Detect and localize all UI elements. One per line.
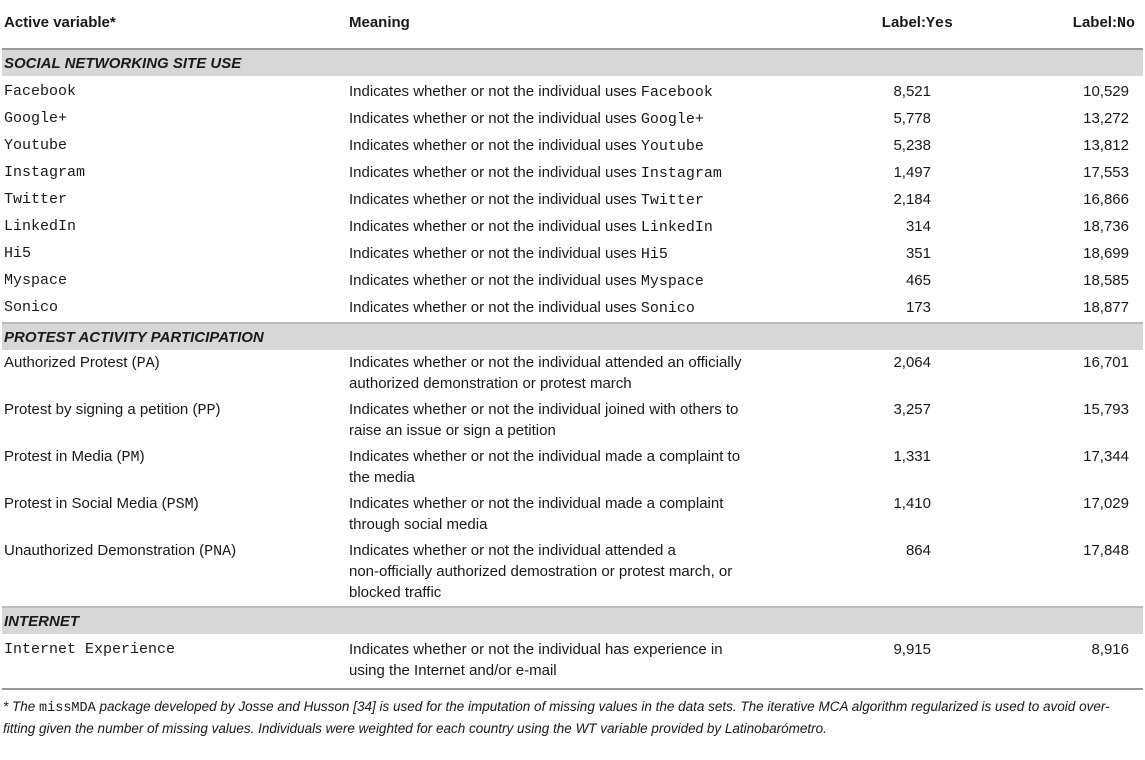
table-row: Internet Experience Indicates whether or not the individual has experience in using the Internet and/or e-mail 9,915 8,916: [2, 637, 1143, 689]
table-row: Youtube Indicates whether or not the individual uses Youtube 5,238 13,812: [4, 137, 1129, 155]
header-label-no: Label:No: [1072, 14, 1135, 32]
section-header-internet: INTERNET: [2, 607, 1143, 634]
table-row: Protest in Media (PM) Indicates whether or not the individual made a complaint to the media 1,331 17,344: [4, 448, 1129, 486]
table-row: Protest in Social Media (PSM) Indicates whether or not the individual made a complaint through social media 1,410 17,029: [4, 495, 1129, 533]
header-label-yes: Label:Yes: [881, 14, 953, 32]
table-row: Sonico Indicates whether or not the individual uses Sonico 173 18,877: [4, 299, 1129, 317]
section-header-protest-activity: PROTEST ACTIVITY PARTICIPATION: [2, 323, 1143, 350]
table-footnote: * The missMDA package developed by Josse and Husson [34] is used for the imputation of missing values in the data sets. The iterative MCA algorithm regularized is used to avoid over-fitting given the number of missing values. Individuals were weighted for each country using the WT variable provided by Latinobarómetro.: [3, 699, 1110, 736]
header-active-variable: Active variable*: [4, 14, 116, 31]
table-row: Myspace Indicates whether or not the individual uses Myspace 465 18,585: [4, 272, 1129, 290]
table-row: Twitter Indicates whether or not the individual uses Twitter 2,184 16,866: [4, 191, 1129, 209]
table-row: Hi5 Indicates whether or not the individual uses Hi5 351 18,699: [4, 245, 1129, 263]
table-row: Unauthorized Demonstration (PNA) Indicates whether or not the individual attended a non-officially authorized demostration or protest march, or blocked traffic 864 17,848: [4, 542, 1129, 601]
data-table: [2, 0, 1143, 690]
table-header-row: [2, 0, 1143, 49]
table-row: Instagram Indicates whether or not the individual uses Instagram 1,497 17,553: [4, 164, 1129, 182]
table-row: Google+ Indicates whether or not the individual uses Google+ 5,778 13,272: [4, 110, 1129, 128]
section-header-social-networking: SOCIAL NETWORKING SITE USE: [2, 49, 1143, 76]
table-row: Facebook Indicates whether or not the individual uses Facebook 8,521 10,529: [4, 83, 1129, 101]
header-meaning: Meaning: [349, 14, 410, 31]
table-row: Authorized Protest (PA) Indicates whether or not the individual attended an officially authorized demonstration or protest march 2,064 16,701: [4, 354, 1129, 392]
table-row: Protest by signing a petition (PP) Indicates whether or not the individual joined with others to raise an issue or sign a petition 3,257 15,793: [4, 401, 1129, 439]
table-row: LinkedIn Indicates whether or not the individual uses LinkedIn 314 18,736: [4, 218, 1129, 236]
